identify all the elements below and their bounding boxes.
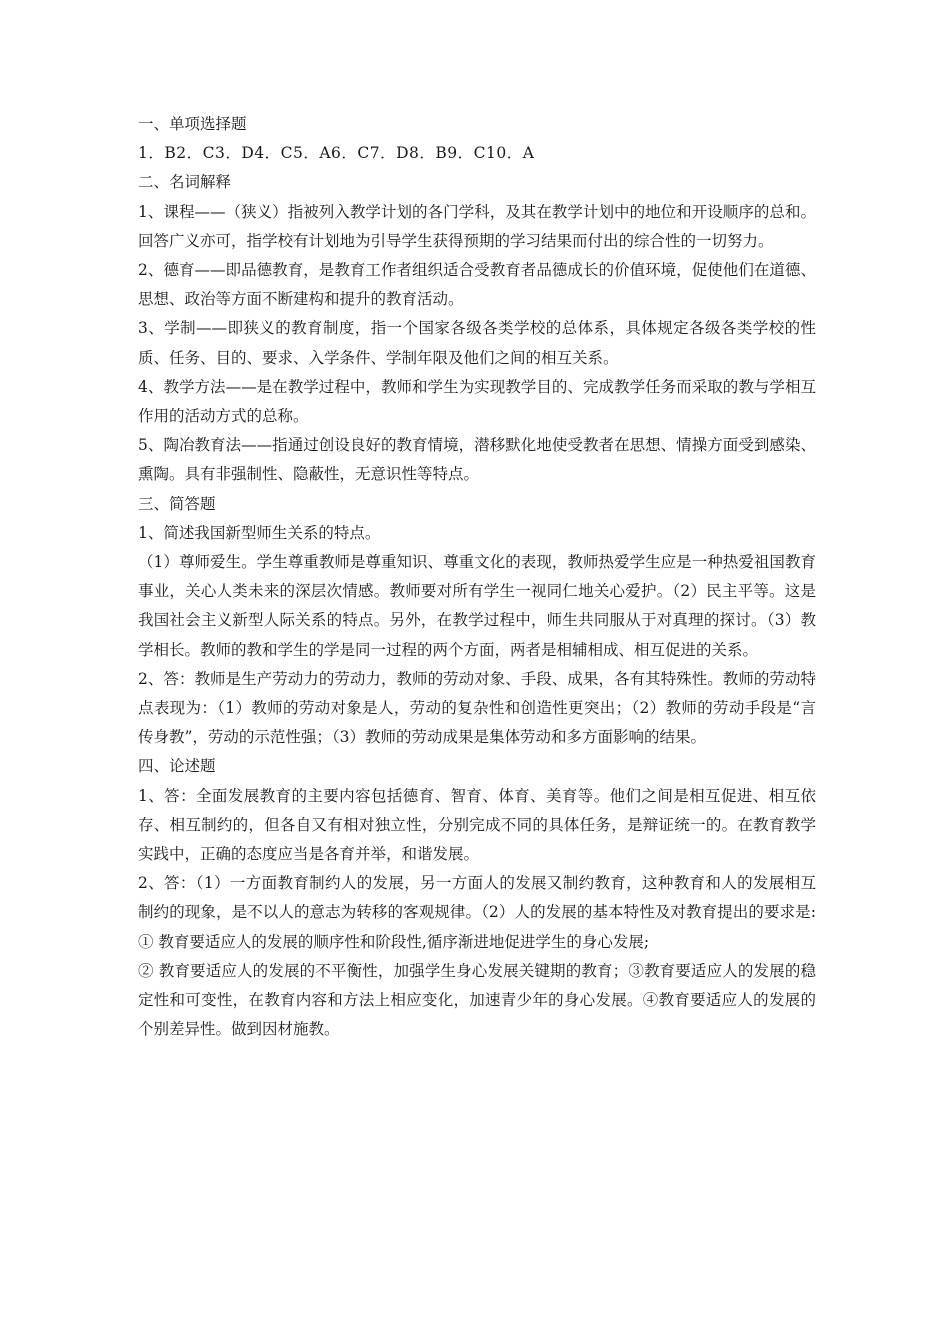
section-heading-single-choice: 一、单项选择题 <box>138 115 247 133</box>
essay-answer-1: 1、答：全面发展教育的主要内容包括德育、智育、体育、美育等。他们之间是相互促进、相互依存、相互制约的，但各自又有相对独立性，分别完成不同的具体任务，是辩证统一的。在教育教学实践中，正确的态度应当是各育并举，和谐发展。 <box>138 786 816 864</box>
term-school-system: 3、学制——即狭义的教育制度，指一个国家各级各类学校的总体系，具体规定各级各类学校的性质、任务、目的、要求、入学条件、学制年限及他们之间的相互关系。 <box>138 319 816 367</box>
term-cultivation-method: 5、陶冶教育法——指通过创设良好的教育情境，潜移默化地使受教者在思想、情操方面受到感染、熏陶。具有非强制性、隐蔽性，无意识性等特点。 <box>138 436 816 484</box>
answer-key-line: 1．B2．C3．D4．C5．A6．C7．D8．B9．C10．A <box>138 144 535 163</box>
section-heading-terms: 二、名词解释 <box>138 173 232 192</box>
short-answer-question-1: 1、简述我国新型师生关系的特点。 <box>138 523 381 542</box>
section-heading-short-answer: 三、简答题 <box>138 494 216 513</box>
term-teaching-method: 4、教学方法——是在教学过程中，教师和学生为实现教学目的、完成教学任务而采取的教与学相互作用的活动方式的总称。 <box>138 377 816 426</box>
term-moral-education: 2、德育——即品德教育，是教育工作者组织适合受教育者品德成长的价值环境，促使他们在道德、思想、政治等方面不断建构和提升的教育活动。 <box>138 261 816 309</box>
term-curriculum: 1、课程——（狭义）指被列入教学计划的各门学科，及其在教学计划中的地位和开设顺序的总和。回答广义亦可，指学校有计划地为引导学生获得预期的学习结果而付出的综合性的一切努力。 <box>138 202 816 250</box>
short-answer-1-body: （1）尊师爱生。学生尊重教师是尊重知识、尊重文化的表现，教师热爱学生应是一种热爱祖国教育事业，关心人类未来的深层次情感。教师要对所有学生一视同仁地关心爱护。（2）民主平等。这是我国社会主义新型人际关系的特点。另外，在教学过程中，师生共同服从于对真理的探讨。（3）教学相长。教师的教和学生的学是同一过程的两个方面，两者是相辅相成、相互促进的关系。 <box>138 553 816 659</box>
document-body <box>138 110 816 1045</box>
short-answer-2-body: 2、答：教师是生产劳动力的劳动力，教师的劳动对象、手段、成果，各有其特殊性。教师的劳动特点表现为：（1）教师的劳动对象是人，劳动的复杂性和创造性更突出；（2）教师的劳动手段是“言传身教”，劳动的示范性强；（3）教师的劳动成果是集体劳动和多方面影响的结果。 <box>138 669 816 747</box>
essay-answer-2-part-2: ② 教育要适应人的发展的不平衡性，加强学生身心发展关键期的教育；③教育要适应人的发展的稳定性和可变性，在教育内容和方法上相应变化，加速青少年的身心发展。④教育要适应人的发展的个别差异性。做到因材施教。 <box>138 961 816 1039</box>
section-heading-essay: 四、论述题 <box>138 757 216 776</box>
essay-answer-2-part-1: 2、答：（1）一方面教育制约人的发展，另一方面人的发展又制约教育，这种教育和人的发展相互制约的现象，是不以人的意志为转移的客观规律。（2）人的发展的基本特性及对教育提出的要求是:① 教育要适应人的发展的顺序性和阶段性,循序渐进地促进学生的身心发展; <box>138 874 816 951</box>
